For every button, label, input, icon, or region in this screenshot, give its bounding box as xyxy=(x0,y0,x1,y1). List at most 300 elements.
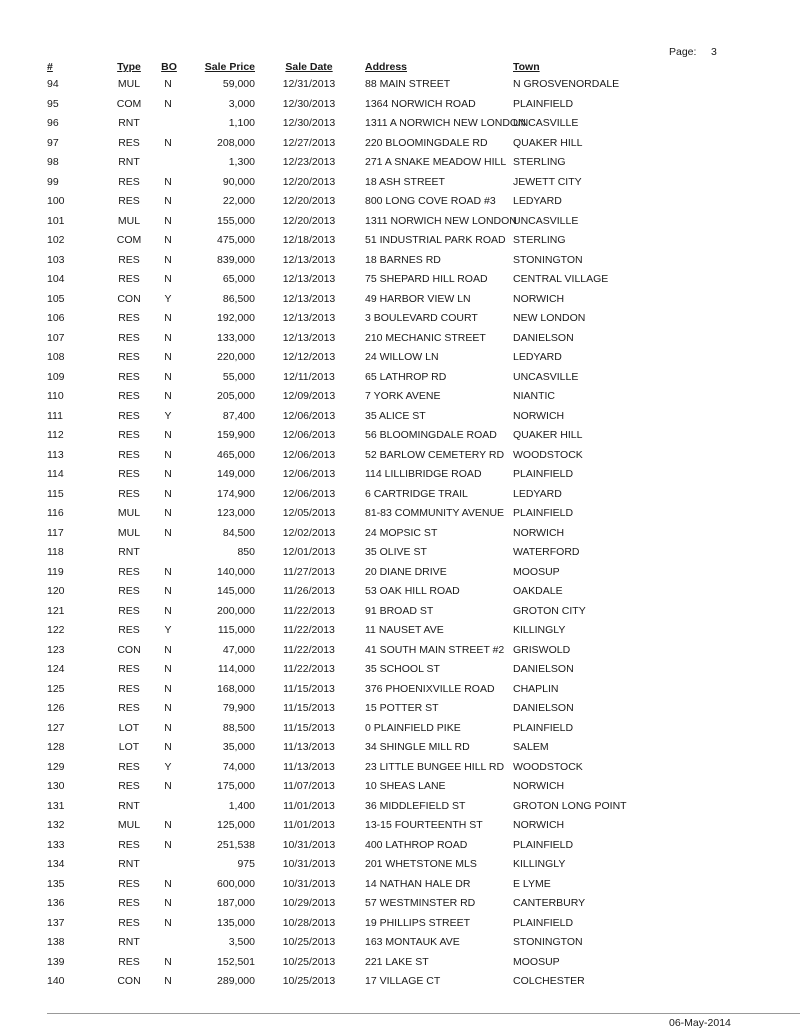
row-bo: N xyxy=(164,643,172,656)
table-row xyxy=(0,699,800,719)
row-town: PLAINFIELD xyxy=(513,97,574,110)
row-sale-date: 12/12/2013 xyxy=(282,351,336,363)
row-sale-date: 11/15/2013 xyxy=(283,682,335,695)
row-sale-date: 12/09/2013 xyxy=(282,390,336,402)
row-sale-date: 11/13/2013 xyxy=(283,760,335,773)
row-sale-date: 12/02/2013 xyxy=(282,526,336,539)
row-address: 15 POTTER ST xyxy=(365,702,439,714)
row-bo: N xyxy=(164,526,172,539)
table-row xyxy=(0,504,800,524)
row-sale-price: 220,000 xyxy=(217,351,255,363)
row-bo: Y xyxy=(164,760,172,773)
row-bo: N xyxy=(164,331,172,344)
row-address: 81-83 COMMUNITY AVENUE xyxy=(365,507,505,519)
row-sale-price: 475,000 xyxy=(217,234,255,246)
row-sale-price: 289,000 xyxy=(217,975,255,987)
row-sale-price: 187,000 xyxy=(217,897,255,909)
row-bo: N xyxy=(164,97,172,110)
row-bo: N xyxy=(164,507,172,519)
column-header-sale-price: Sale Price xyxy=(204,61,255,73)
row-number: 120 xyxy=(47,585,65,597)
row-town: UNCASVILLE xyxy=(513,370,579,383)
row-type: RNT xyxy=(118,799,140,812)
row-sale-price: 84,500 xyxy=(222,526,255,539)
row-number: 123 xyxy=(47,643,65,656)
row-number: 100 xyxy=(47,195,65,207)
row-type: RES xyxy=(118,663,140,675)
row-sale-date: 12/30/2013 xyxy=(282,117,336,129)
row-bo: N xyxy=(164,487,172,500)
row-bo: N xyxy=(164,682,172,695)
row-number: 96 xyxy=(47,117,59,129)
row-sale-price: 839,000 xyxy=(217,253,255,266)
row-sale-date: 12/31/2013 xyxy=(282,78,336,90)
row-type: RES xyxy=(118,702,140,714)
row-type: MUL xyxy=(117,214,141,227)
table-row xyxy=(0,290,800,310)
row-number: 130 xyxy=(47,780,65,792)
row-sale-date: 11/26/2013 xyxy=(283,585,335,597)
row-sale-price: 1,300 xyxy=(228,156,255,168)
row-sale-date: 12/13/2013 xyxy=(282,273,336,285)
row-town: COLCHESTER xyxy=(513,975,585,987)
row-sale-date: 12/13/2013 xyxy=(282,292,336,305)
row-address: 1311 NORWICH NEW LONDON xyxy=(365,214,517,227)
row-type: RES xyxy=(118,390,140,402)
row-town: CHAPLIN xyxy=(513,682,559,695)
table-row xyxy=(0,212,800,232)
row-sale-price: 200,000 xyxy=(217,604,255,617)
row-town: NEW LONDON xyxy=(513,312,586,324)
row-type: RNT xyxy=(118,156,140,168)
row-sale-date: 11/27/2013 xyxy=(283,565,335,578)
column-header-address: Address xyxy=(365,61,408,73)
page-number: 3 xyxy=(711,46,717,58)
row-address: 24 WILLOW LN xyxy=(365,351,439,363)
row-bo: Y xyxy=(164,624,172,636)
row-sale-date: 10/31/2013 xyxy=(282,838,336,851)
row-number: 132 xyxy=(47,819,65,831)
table-row xyxy=(0,231,800,251)
row-town: PLAINFIELD xyxy=(513,468,574,480)
table-row xyxy=(0,309,800,329)
row-bo: N xyxy=(164,214,172,227)
row-number: 122 xyxy=(47,624,65,636)
row-type: RNT xyxy=(118,546,140,558)
row-town: STONINGTON xyxy=(513,253,583,266)
table-row xyxy=(0,134,800,154)
row-type: LOT xyxy=(118,741,140,753)
row-address: 210 MECHANIC STREET xyxy=(365,331,486,344)
row-town: PLAINFIELD xyxy=(513,838,574,851)
row-town: DANIELSON xyxy=(513,331,574,344)
table-row xyxy=(0,173,800,193)
row-sale-price: 123,000 xyxy=(217,507,255,519)
row-sale-price: 175,000 xyxy=(217,780,255,792)
row-type: RES xyxy=(118,253,140,266)
row-type: RES xyxy=(118,331,140,344)
row-sale-date: 12/23/2013 xyxy=(282,156,336,168)
row-address: 35 ALICE ST xyxy=(365,409,426,422)
row-address: 34 SHINGLE MILL RD xyxy=(365,741,470,753)
row-sale-price: 3,500 xyxy=(228,936,255,948)
row-address: 23 LITTLE BUNGEE HILL RD xyxy=(365,760,505,773)
row-address: 88 MAIN STREET xyxy=(365,78,451,90)
row-address: 91 BROAD ST xyxy=(365,604,434,617)
row-sale-date: 12/01/2013 xyxy=(282,546,336,558)
row-sale-price: 975 xyxy=(237,858,255,870)
row-type: RES xyxy=(118,897,140,909)
table-row xyxy=(0,368,800,388)
row-number: 102 xyxy=(47,234,65,246)
row-address: 1311 A NORWICH NEW LONDON xyxy=(365,117,526,129)
row-type: RES xyxy=(118,351,140,363)
row-sale-price: 90,000 xyxy=(222,175,255,188)
row-bo: N xyxy=(164,897,172,909)
row-sale-price: 159,900 xyxy=(217,429,255,441)
row-number: 115 xyxy=(47,487,64,500)
row-sale-price: 155,000 xyxy=(217,214,255,227)
row-bo: N xyxy=(164,663,172,675)
row-address: 163 MONTAUK AVE xyxy=(365,936,460,948)
row-town: GRISWOLD xyxy=(513,643,571,656)
row-number: 107 xyxy=(47,331,65,344)
row-type: RES xyxy=(118,175,140,188)
row-sale-date: 12/06/2013 xyxy=(282,429,336,441)
row-sale-date: 10/25/2013 xyxy=(282,955,336,968)
row-bo: N xyxy=(164,468,172,480)
row-type: LOT xyxy=(118,721,140,734)
row-town: SALEM xyxy=(513,741,549,753)
row-address: 0 PLAINFIELD PIKE xyxy=(365,721,461,734)
row-town: STONINGTON xyxy=(513,936,583,948)
row-bo: N xyxy=(164,312,172,324)
row-town: NORWICH xyxy=(513,819,565,831)
row-bo: N xyxy=(164,78,172,90)
row-address: 35 OLIVE ST xyxy=(365,546,427,558)
row-town: KILLINGLY xyxy=(513,858,566,870)
row-town: QUAKER HILL xyxy=(513,429,583,441)
row-sale-price: 47,000 xyxy=(222,643,255,656)
row-sale-date: 12/13/2013 xyxy=(282,312,336,324)
row-number: 136 xyxy=(47,897,65,909)
row-sale-price: 115,000 xyxy=(217,624,255,636)
row-address: 18 BARNES RD xyxy=(365,253,441,266)
row-type: CON xyxy=(117,975,141,987)
row-sale-date: 11/22/2013 xyxy=(283,643,335,656)
row-address: 20 DIANE DRIVE xyxy=(365,565,447,578)
row-sale-date: 12/05/2013 xyxy=(282,507,336,519)
table-row xyxy=(0,582,800,602)
row-number: 131 xyxy=(47,799,65,812)
row-sale-date: 11/15/2013 xyxy=(283,721,335,734)
row-town: QUAKER HILL xyxy=(513,136,583,149)
row-sale-date: 12/20/2013 xyxy=(282,175,336,188)
row-number: 117 xyxy=(47,526,64,539)
row-address: 17 VILLAGE CT xyxy=(365,975,441,987)
row-address: 36 MIDDLEFIELD ST xyxy=(365,799,466,812)
row-bo: N xyxy=(164,877,172,890)
table-row xyxy=(0,387,800,407)
row-sale-date: 10/28/2013 xyxy=(282,916,336,929)
row-bo: N xyxy=(164,721,172,734)
row-town: NORWICH xyxy=(513,526,565,539)
row-type: RES xyxy=(118,838,140,851)
row-number: 101 xyxy=(47,214,65,227)
table-row xyxy=(0,933,800,953)
row-town: DANIELSON xyxy=(513,702,574,714)
row-address: 53 OAK HILL ROAD xyxy=(365,585,460,597)
row-sale-price: 465,000 xyxy=(217,448,255,461)
row-sale-date: 12/13/2013 xyxy=(282,331,336,344)
row-number: 135 xyxy=(47,877,65,890)
row-type: RES xyxy=(118,565,140,578)
row-type: CON xyxy=(117,292,141,305)
row-number: 125 xyxy=(47,682,65,695)
row-sale-price: 135,000 xyxy=(217,916,255,929)
row-address: 52 BARLOW CEMETERY RD xyxy=(365,448,505,461)
row-town: GROTON LONG POINT xyxy=(513,799,627,812)
row-number: 116 xyxy=(47,507,64,519)
table-row xyxy=(0,855,800,875)
table-row xyxy=(0,407,800,427)
column-header-sale-date: Sale Date xyxy=(285,61,333,73)
row-sale-price: 850 xyxy=(237,546,255,558)
row-type: RES xyxy=(118,955,140,968)
table-row xyxy=(0,95,800,115)
row-sale-date: 11/01/2013 xyxy=(283,799,335,812)
row-number: 109 xyxy=(47,370,65,383)
row-sale-price: 65,000 xyxy=(222,273,255,285)
row-sale-price: 133,000 xyxy=(217,331,255,344)
row-sale-date: 12/18/2013 xyxy=(282,234,336,246)
row-number: 97 xyxy=(47,136,59,149)
row-sale-date: 10/29/2013 xyxy=(282,897,336,909)
row-bo: N xyxy=(164,975,172,987)
row-number: 113 xyxy=(47,448,64,461)
row-bo: N xyxy=(164,604,172,617)
table-row xyxy=(0,270,800,290)
row-town: NIANTIC xyxy=(513,390,555,402)
row-bo: Y xyxy=(164,292,172,305)
table-row xyxy=(0,719,800,739)
row-address: 114 LILLIBRIDGE ROAD xyxy=(365,468,482,480)
row-type: RES xyxy=(118,312,140,324)
row-town: LEDYARD xyxy=(513,195,562,207)
row-sale-date: 12/06/2013 xyxy=(282,487,336,500)
row-sale-price: 88,500 xyxy=(222,721,255,734)
row-type: RES xyxy=(118,760,140,773)
row-town: MOOSUP xyxy=(513,565,560,578)
row-town: CANTERBURY xyxy=(513,897,586,909)
row-type: RES xyxy=(118,370,140,383)
row-town: NORWICH xyxy=(513,409,565,422)
row-town: UNCASVILLE xyxy=(513,214,579,227)
footer-divider xyxy=(47,1013,800,1014)
row-sale-price: 205,000 xyxy=(217,390,255,402)
table-row xyxy=(0,972,800,992)
column-header-type: Type xyxy=(117,61,141,73)
table-row xyxy=(0,75,800,95)
column-header-bo: BO xyxy=(161,61,177,73)
row-type: RES xyxy=(118,195,140,207)
row-number: 128 xyxy=(47,741,65,753)
row-bo: N xyxy=(164,780,172,792)
row-bo: N xyxy=(164,234,172,246)
row-type: COM xyxy=(116,97,142,110)
row-sale-date: 12/06/2013 xyxy=(282,468,336,480)
row-address: 65 LATHROP RD xyxy=(365,370,447,383)
row-address: 1364 NORWICH ROAD xyxy=(365,97,476,110)
row-number: 137 xyxy=(47,916,65,929)
row-type: RES xyxy=(118,682,140,695)
row-address: 57 WESTMINSTER RD xyxy=(365,897,476,909)
row-bo: N xyxy=(164,819,172,831)
row-address: 3 BOULEVARD COURT xyxy=(365,312,478,324)
row-type: RES xyxy=(118,429,140,441)
row-address: 24 MOPSIC ST xyxy=(365,526,438,539)
row-sale-date: 11/22/2013 xyxy=(283,624,335,636)
footer-date: 06-May-2014 xyxy=(669,1017,731,1029)
row-number: 110 xyxy=(47,390,64,402)
table-row xyxy=(0,621,800,641)
row-type: RES xyxy=(118,780,140,792)
row-address: 201 WHETSTONE MLS xyxy=(365,858,477,870)
row-bo: Y xyxy=(164,409,172,422)
row-number: 133 xyxy=(47,838,65,851)
table-row xyxy=(0,738,800,758)
row-town: NORWICH xyxy=(513,780,565,792)
row-sale-date: 12/30/2013 xyxy=(282,97,336,110)
row-bo: N xyxy=(164,175,172,188)
row-town: KILLINGLY xyxy=(513,624,566,636)
row-town: DANIELSON xyxy=(513,663,574,675)
row-type: RES xyxy=(118,487,140,500)
table-row xyxy=(0,426,800,446)
row-town: STERLING xyxy=(513,234,566,246)
row-number: 129 xyxy=(47,760,65,773)
table-row xyxy=(0,485,800,505)
row-sale-price: 35,000 xyxy=(222,741,255,753)
row-bo: N xyxy=(164,429,172,441)
row-sale-price: 3,000 xyxy=(228,97,255,110)
row-sale-date: 12/13/2013 xyxy=(282,253,336,266)
row-address: 11 NAUSET AVE xyxy=(365,624,444,636)
row-address: 41 SOUTH MAIN STREET #2 xyxy=(365,643,505,656)
table-row xyxy=(0,192,800,212)
row-address: 13-15 FOURTEENTH ST xyxy=(365,819,483,831)
row-sale-date: 12/06/2013 xyxy=(282,448,336,461)
row-sale-date: 12/11/2013 xyxy=(283,370,335,383)
row-sale-date: 11/22/2013 xyxy=(283,604,335,617)
table-row xyxy=(0,563,800,583)
column-header-town: Town xyxy=(513,61,540,73)
row-type: RES xyxy=(118,136,140,149)
table-row xyxy=(0,465,800,485)
row-number: 106 xyxy=(47,312,65,324)
row-town: LEDYARD xyxy=(513,487,562,500)
row-number: 103 xyxy=(47,253,65,266)
row-type: RES xyxy=(118,916,140,929)
row-type: RES xyxy=(118,448,140,461)
row-number: 112 xyxy=(47,429,64,441)
table-row xyxy=(0,836,800,856)
row-address: 400 LATHROP ROAD xyxy=(365,838,468,851)
table-row xyxy=(0,446,800,466)
row-number: 94 xyxy=(47,78,59,90)
table-row xyxy=(0,329,800,349)
row-bo: N xyxy=(164,390,172,402)
column-header-number: # xyxy=(47,61,53,73)
row-bo: N xyxy=(164,916,172,929)
row-number: 114 xyxy=(47,468,64,480)
table-row xyxy=(0,251,800,271)
row-town: WOODSTOCK xyxy=(513,448,583,461)
row-bo: N xyxy=(164,370,172,383)
row-address: 35 SCHOOL ST xyxy=(365,663,440,675)
row-town: WATERFORD xyxy=(513,546,580,558)
row-type: RES xyxy=(118,604,140,617)
row-sale-date: 12/06/2013 xyxy=(282,409,336,422)
row-bo: N xyxy=(164,741,172,753)
row-number: 99 xyxy=(47,175,59,188)
row-sale-price: 86,500 xyxy=(222,292,255,305)
row-town: NORWICH xyxy=(513,292,565,305)
row-sale-price: 174,900 xyxy=(217,487,255,500)
row-address: 51 INDUSTRIAL PARK ROAD xyxy=(365,234,506,246)
row-address: 14 NATHAN HALE DR xyxy=(365,877,471,890)
row-type: RES xyxy=(118,273,140,285)
row-number: 111 xyxy=(47,409,63,422)
row-bo: N xyxy=(164,253,172,266)
row-number: 98 xyxy=(47,156,59,168)
row-number: 118 xyxy=(47,546,64,558)
table-row xyxy=(0,875,800,895)
row-bo: N xyxy=(164,351,172,363)
row-sale-price: 152,501 xyxy=(217,955,255,968)
row-sale-price: 208,000 xyxy=(217,136,255,149)
row-type: MUL xyxy=(117,78,141,90)
row-town: CENTRAL VILLAGE xyxy=(513,273,609,285)
table-row xyxy=(0,153,800,173)
row-sale-price: 140,000 xyxy=(217,565,255,578)
row-address: 49 HARBOR VIEW LN xyxy=(365,292,471,305)
row-type: CON xyxy=(117,643,141,656)
row-number: 134 xyxy=(47,858,65,870)
row-bo: N xyxy=(164,195,172,207)
row-sale-price: 125,000 xyxy=(217,819,255,831)
row-sale-date: 10/25/2013 xyxy=(282,936,336,948)
table-row xyxy=(0,641,800,661)
row-sale-date: 10/31/2013 xyxy=(282,877,336,890)
row-sale-date: 10/25/2013 xyxy=(282,975,336,987)
row-type: MUL xyxy=(117,507,141,519)
row-town: PLAINFIELD xyxy=(513,916,574,929)
row-sale-price: 55,000 xyxy=(222,370,255,383)
row-town: UNCASVILLE xyxy=(513,117,579,129)
row-address: 19 PHILLIPS STREET xyxy=(365,916,471,929)
table-row xyxy=(0,914,800,934)
row-town: GROTON CITY xyxy=(513,604,586,617)
row-town: MOOSUP xyxy=(513,955,560,968)
row-sale-price: 149,000 xyxy=(217,468,255,480)
row-bo: N xyxy=(164,448,172,461)
row-type: RES xyxy=(118,624,140,636)
row-bo: N xyxy=(164,273,172,285)
row-address: 7 YORK AVENE xyxy=(365,390,441,402)
table-row xyxy=(0,953,800,973)
table-row xyxy=(0,777,800,797)
